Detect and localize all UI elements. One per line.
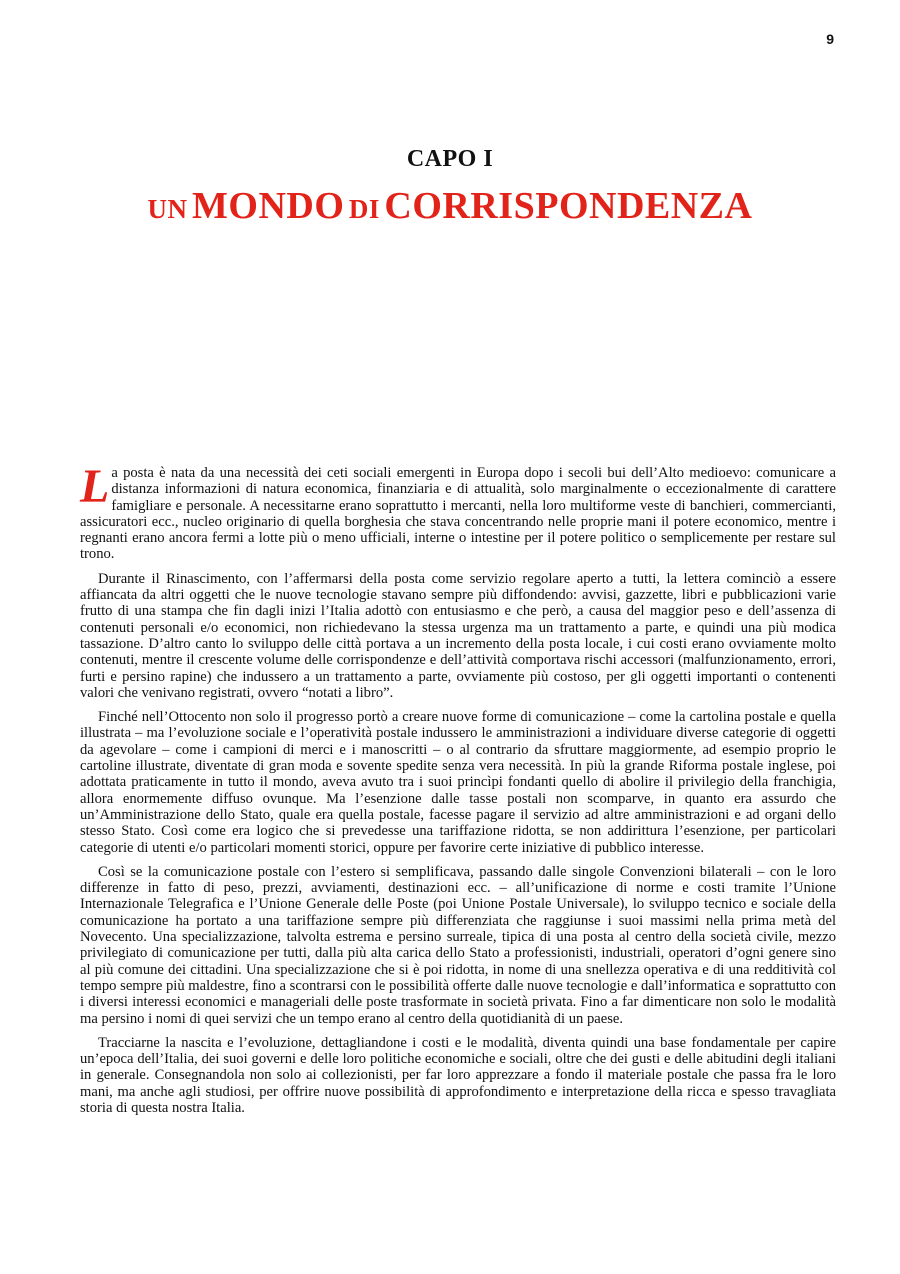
chapter-title-word-4: CORRISPONDENZA (384, 185, 753, 227)
chapter-title-word-2: MONDO (192, 185, 345, 227)
page-number: 9 (826, 31, 834, 47)
chapter-title-word-1: UN (147, 194, 188, 224)
chapter-label: CAPO I (406, 146, 494, 172)
chapter-title (0, 184, 900, 228)
paragraph-1 (80, 460, 836, 563)
chapter-title-word-3: DI (348, 194, 380, 224)
paragraph-3: Finché nell’Ottocento non solo il progresso portò a creare nuove forme di comunicazione – come la cartolina postale e quella illustrata – ma l’evoluzione sociale e l’operatività postale indussero le amministrazioni a individuare diverse categorie di oggetti da agevolare – come i campioni di merci e i manoscritti – o al contrario da sfruttare maggiormente, ad esempio proprio le cartoline illustrate, diventate di gran moda e sovente spedite senza vera necessità. In più la grande Riforma postale inglese, poi adottata praticamente in tutto il mondo, aveva avuto tra i suoi princìpi fondanti quello di abolire il privilegio della franchigia, allora enormemente diffuso ovunque. Ma l’esenzione dalle tasse postali non scomparve, in quanto era assurdo che un’Amministrazione dello Stato, quale era quella postale, facesse pagare il servizio ad altre amministrazioni e ad organi dello stesso Stato. Così come era logico che si prevedesse una tariffazione ridotta, se non addirittura l’esenzione, per particolari categorie di utenti e/o particolari momenti storici, oppure per favorire certe iniziative di pubblico interesse. (80, 709, 836, 856)
drop-cap: L (80, 460, 110, 513)
paragraph-1-text: a posta è nata da una necessità dei ceti sociali emergenti in Europa dopo i secoli bui dell’Alto medioevo: comunicare a distanza informazioni di natura economica, finanziaria e di attualità, solo marginalmente o eccezionalmente di carattere famigliare e personale. A necessitarne erano soprattutto i mercanti, nella loro multiforme veste di banchieri, commercianti, assicuratori ecc., nucleo originario di quella borghesia che stava concentrando nelle proprie mani il potere economico, mentre i regnanti erano ancora fermi a lotte più o meno ufficiali, interne o intestine per il potere politico o semplicemente per restare sul trono. (80, 465, 836, 563)
paragraph-5: Tracciarne la nascita e l’evoluzione, dettagliandone i costi e le modalità, diventa quindi una base fondamentale per capire un’epoca dell’Italia, dei suoi governi e delle loro politiche economiche e sociali, oltre che dei gusti e delle abitudini degli italiani in generale. Consegnandola non solo ai collezionisti, per far loro apprezzare a fondo il materiale postale che passa fra le loro mani, ma anche agli studiosi, per offrire nuove possibilità di approfondimento e interpretazione della ricca e spesso travagliata storia di questa nostra Italia. (80, 1034, 836, 1116)
paragraph-2: Durante il Rinascimento, con l’affermarsi della posta come servizio regolare aperto a tutti, la lettera cominciò a essere affiancata da altri oggetti che le nuove tecnologie stavano sempre più diffondendo: avvisi, gazzette, libri e pubblicazioni varie frutto di una stampa che fin dagli inizi l’Italia adottò con entusiasmo e che però, a causa del maggior peso e dell’assenza di contenuti personali e/o economici, non richiedevano la stessa urgenza ma un trattamento a parte, e quindi una più modica tassazione. D’altro canto lo sviluppo delle città portava a un incremento della posta locale, i cui costi erano ovviamente molto contenuti, mentre il crescente volume delle corrispondenze e dell’attività comportava rischi accessori (malfunzionamento, errori, furti e persino rapine) che indussero a un trattamento a parte, ovviamente più costoso, per gli oggetti importanti o contenenti valori che venivano registrati, ovvero “notati a libro”. (80, 570, 836, 701)
chapter-body (80, 460, 836, 1124)
paragraph-4: Così se la comunicazione postale con l’estero si semplificava, passando dalle singole Convenzioni bilaterali – con le loro differenze in fatto di peso, prezzi, avviamenti, destinazioni ecc. – all’unificazione di norme e costi tramite l’Unione Internazionale Telegrafica e l’Unione Generale delle Poste (poi Unione Postale Universale), lo sviluppo tecnico e sociale della comunicazione ha portato a una tariffazione sempre più differenziata che raggiunse i suoi massimi nella prima metà del Novecento. Una specializzazione, talvolta estrema e persino surreale, tipica di una posta al centro della società civile, mezzo privilegiato di comunicazione per tutti, dalla più alta carica dello Stato a professionisti, industriali, operatori d’ogni genere sino al più comune dei cittadini. Una specializzazione che si è poi ridotta, in nome di una snellezza operativa e di una redditività col tempo sempre più maldestre, fino a scontrarsi con le possibilità offerte dalle nuove tecnologie e dall’informatica e soprattutto con i diversi interessi economici e manageriali delle poste trasformate in società privata. Fino a far dimenticare non solo le modalità ma persino i nomi di quei servizi che un tempo erano al centro della quotidianità di un paese. (80, 863, 836, 1027)
